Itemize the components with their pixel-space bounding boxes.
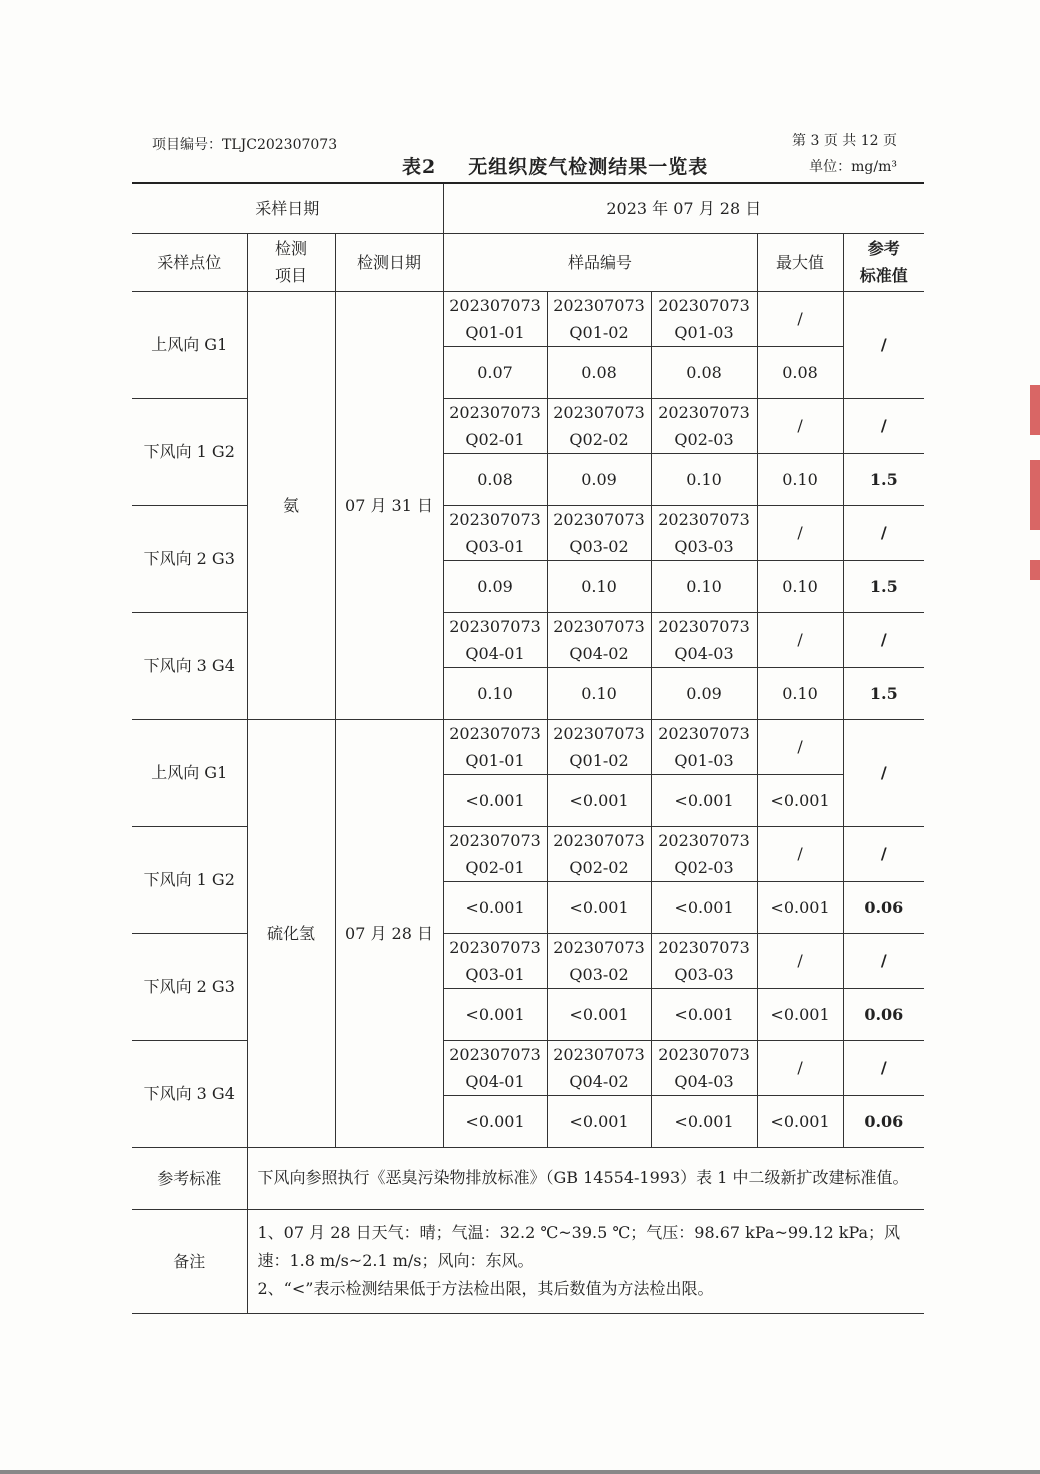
sample-id <box>651 291 757 346</box>
sample-id-suffix: Q03-03 <box>674 964 734 984</box>
max-value: <0.001 <box>757 1095 843 1147</box>
sample-id-prefix: 202307073 <box>553 830 645 850</box>
sample-id-prefix: 202307073 <box>553 509 645 529</box>
sample-id-prefix: 202307073 <box>658 402 750 422</box>
result-value: <0.001 <box>443 774 547 826</box>
sample-id <box>651 612 757 667</box>
sample-id-prefix: 202307073 <box>553 937 645 957</box>
table-row <box>132 291 924 346</box>
sampling-date: 2023 年 07 月 28 日 <box>443 183 924 233</box>
reference-row <box>132 1147 924 1209</box>
result-value: 0.10 <box>443 667 547 719</box>
max-placeholder: / <box>757 612 843 667</box>
sample-id <box>651 933 757 988</box>
max-value: 0.10 <box>757 560 843 612</box>
project-number: 项目编号：TLJC202307073 <box>152 137 338 153</box>
table-number: 表2 <box>402 156 437 178</box>
result-value: 0.09 <box>547 453 651 505</box>
sample-id-suffix: Q04-03 <box>674 1071 734 1091</box>
result-value: <0.001 <box>443 1095 547 1147</box>
max-value: 0.10 <box>757 453 843 505</box>
result-value: 0.10 <box>547 560 651 612</box>
sample-id-suffix: Q04-02 <box>569 643 629 663</box>
test-date: 07 月 31 日 <box>335 291 443 719</box>
sample-id-suffix: Q04-02 <box>569 1071 629 1091</box>
sample-id <box>443 505 547 560</box>
sample-id-prefix: 202307073 <box>449 1044 541 1064</box>
header-row <box>132 233 924 291</box>
sampling-point: 下风向 2 G3 <box>132 505 247 612</box>
unit-label: 单位：mg/m³ <box>809 159 897 175</box>
col-header-standard <box>843 233 924 291</box>
col-header-standard-line1: 参考 <box>867 239 900 258</box>
sample-id-prefix: 202307073 <box>658 509 750 529</box>
result-value: 0.09 <box>651 667 757 719</box>
sampling-point: 下风向 2 G3 <box>132 933 247 1040</box>
sampling-point: 下风向 3 G4 <box>132 1040 247 1147</box>
sample-id-prefix: 202307073 <box>658 616 750 636</box>
sampling-point: 下风向 1 G2 <box>132 826 247 933</box>
result-value: <0.001 <box>547 881 651 933</box>
sample-id-suffix: Q04-03 <box>674 643 734 663</box>
result-value: <0.001 <box>547 1095 651 1147</box>
reference-standard-value: 1.5 <box>843 560 924 612</box>
sample-id-suffix: Q04-01 <box>465 1071 525 1091</box>
sample-id <box>547 398 651 453</box>
max-value: 0.10 <box>757 667 843 719</box>
col-header-standard-line2: 标准值 <box>859 266 908 285</box>
sample-id-prefix: 202307073 <box>449 830 541 850</box>
max-placeholder: / <box>757 398 843 453</box>
reference-standard: / <box>843 612 924 667</box>
sampling-point: 上风向 G1 <box>132 719 247 826</box>
sample-id <box>443 1040 547 1095</box>
results-table <box>132 182 924 1314</box>
reference-text: 下风向参照执行《恶臭污染物排放标准》（GB 14554-1993）表 1 中二级新扩改建标准值。 <box>247 1147 924 1209</box>
max-value: <0.001 <box>757 988 843 1040</box>
col-header-item-line1: 检测 <box>274 239 307 258</box>
sample-id-prefix: 202307073 <box>449 616 541 636</box>
sampling-point: 上风向 G1 <box>132 291 247 398</box>
sample-id-prefix: 202307073 <box>553 295 645 315</box>
sample-id-suffix: Q03-02 <box>569 964 629 984</box>
sample-id <box>547 612 651 667</box>
result-value: <0.001 <box>547 988 651 1040</box>
sample-id-prefix: 202307073 <box>553 616 645 636</box>
sample-id-prefix: 202307073 <box>449 723 541 743</box>
sample-id <box>651 1040 757 1095</box>
page-header <box>152 130 897 152</box>
sample-id-prefix: 202307073 <box>658 1044 750 1064</box>
sample-id <box>547 291 651 346</box>
sample-id-suffix: Q01-01 <box>465 750 525 770</box>
col-header-sample-no: 样品编号 <box>443 233 757 291</box>
sample-id-prefix: 202307073 <box>658 830 750 850</box>
result-value: 0.10 <box>651 560 757 612</box>
sample-id-suffix: Q03-02 <box>569 536 629 556</box>
sample-id <box>443 291 547 346</box>
sample-id-suffix: Q04-01 <box>465 643 525 663</box>
sample-id <box>443 719 547 774</box>
max-placeholder: / <box>757 719 843 774</box>
col-header-max: 最大值 <box>757 233 843 291</box>
reference-standard: / <box>843 719 924 826</box>
sample-id-suffix: Q02-02 <box>569 429 629 449</box>
sample-id-prefix: 202307073 <box>658 295 750 315</box>
test-item: 氨 <box>247 291 335 719</box>
remark-line: 2、“<”表示检测结果低于方法检出限，其后数值为方法检出限。 <box>257 1279 714 1298</box>
reference-standard: / <box>843 826 924 881</box>
max-value: 0.08 <box>757 346 843 398</box>
max-placeholder: / <box>757 933 843 988</box>
remarks-row <box>132 1209 924 1313</box>
reference-standard: / <box>843 505 924 560</box>
sample-id <box>443 933 547 988</box>
reference-standard: / <box>843 1040 924 1095</box>
result-value: <0.001 <box>651 1095 757 1147</box>
sample-id-prefix: 202307073 <box>449 295 541 315</box>
sample-id <box>547 826 651 881</box>
col-header-item-line2: 项目 <box>274 266 307 285</box>
result-value: 0.10 <box>651 453 757 505</box>
sample-id <box>651 719 757 774</box>
result-value: 0.08 <box>443 453 547 505</box>
result-value: <0.001 <box>651 988 757 1040</box>
result-value: 0.09 <box>443 560 547 612</box>
result-value: <0.001 <box>651 774 757 826</box>
sample-id <box>547 719 651 774</box>
table-title-text: 无组织废气检测结果一览表 <box>468 156 709 178</box>
remarks <box>247 1209 924 1313</box>
table-row <box>132 719 924 774</box>
reference-standard-value: 0.06 <box>843 988 924 1040</box>
max-placeholder: / <box>757 291 843 346</box>
reference-standard-value: 1.5 <box>843 453 924 505</box>
page-number: 第 3 页 共 12 页 <box>792 133 897 149</box>
sample-id-suffix: Q01-02 <box>569 750 629 770</box>
result-value: 0.10 <box>547 667 651 719</box>
sample-id <box>443 612 547 667</box>
sample-id-prefix: 202307073 <box>449 937 541 957</box>
sample-id-suffix: Q03-03 <box>674 536 734 556</box>
reference-standard: / <box>843 291 924 398</box>
result-value: <0.001 <box>547 774 651 826</box>
col-header-point: 采样点位 <box>132 233 247 291</box>
max-placeholder: / <box>757 505 843 560</box>
reference-standard: / <box>843 398 924 453</box>
sample-id-prefix: 202307073 <box>553 402 645 422</box>
sample-id <box>443 826 547 881</box>
reference-label: 参考标准 <box>132 1147 247 1209</box>
sample-id-prefix: 202307073 <box>553 1044 645 1064</box>
reference-standard: / <box>843 933 924 988</box>
seal-mark-3 <box>1030 560 1040 580</box>
max-value: <0.001 <box>757 881 843 933</box>
reference-standard-value: 1.5 <box>843 667 924 719</box>
sample-id <box>651 398 757 453</box>
sampling-date-label: 采样日期 <box>132 183 443 233</box>
remarks-label: 备注 <box>132 1209 247 1313</box>
result-value: 0.07 <box>443 346 547 398</box>
max-placeholder: / <box>757 1040 843 1095</box>
max-placeholder: / <box>757 826 843 881</box>
scan-edge <box>0 1470 1040 1474</box>
sample-id-suffix: Q02-03 <box>674 429 734 449</box>
sample-id <box>443 398 547 453</box>
test-date: 07 月 28 日 <box>335 719 443 1147</box>
reference-standard-value: 0.06 <box>843 881 924 933</box>
sample-id-suffix: Q01-02 <box>569 322 629 342</box>
sample-id-suffix: Q02-02 <box>569 857 629 877</box>
result-value: <0.001 <box>443 988 547 1040</box>
sample-id <box>547 1040 651 1095</box>
remark-line: 1、07 月 28 日天气：晴；气温：32.2 ℃~39.5 ℃；气压：98.67 kPa~99.12 kPa；风速：1.8 m/s~2.1 m/s；风向：东风。 <box>257 1223 901 1270</box>
col-header-date: 检测日期 <box>335 233 443 291</box>
table-title-bar <box>132 152 917 182</box>
sample-id-suffix: Q02-01 <box>465 429 525 449</box>
sample-id-suffix: Q01-03 <box>674 750 734 770</box>
result-value: 0.08 <box>547 346 651 398</box>
test-item: 硫化氢 <box>247 719 335 1147</box>
max-value: <0.001 <box>757 774 843 826</box>
sample-id-suffix: Q01-03 <box>674 322 734 342</box>
sample-id <box>547 505 651 560</box>
sample-id-suffix: Q03-01 <box>465 536 525 556</box>
col-header-item <box>247 233 335 291</box>
sample-id <box>547 933 651 988</box>
sampling-point: 下风向 3 G4 <box>132 612 247 719</box>
seal-mark-1 <box>1030 385 1040 435</box>
sample-id-suffix: Q03-01 <box>465 964 525 984</box>
sample-id-prefix: 202307073 <box>553 723 645 743</box>
sample-id-suffix: Q01-01 <box>465 322 525 342</box>
table-title <box>402 152 708 179</box>
result-value: <0.001 <box>443 881 547 933</box>
sample-id <box>651 826 757 881</box>
seal-mark-2 <box>1030 460 1040 530</box>
sampling-point: 下风向 1 G2 <box>132 398 247 505</box>
result-value: 0.08 <box>651 346 757 398</box>
reference-standard-value: 0.06 <box>843 1095 924 1147</box>
result-value: <0.001 <box>651 881 757 933</box>
sample-id-suffix: Q02-01 <box>465 857 525 877</box>
sample-id-prefix: 202307073 <box>658 723 750 743</box>
sample-id-prefix: 202307073 <box>449 509 541 529</box>
sample-id <box>651 505 757 560</box>
sample-id-prefix: 202307073 <box>449 402 541 422</box>
sample-id-prefix: 202307073 <box>658 937 750 957</box>
sample-id-suffix: Q02-03 <box>674 857 734 877</box>
